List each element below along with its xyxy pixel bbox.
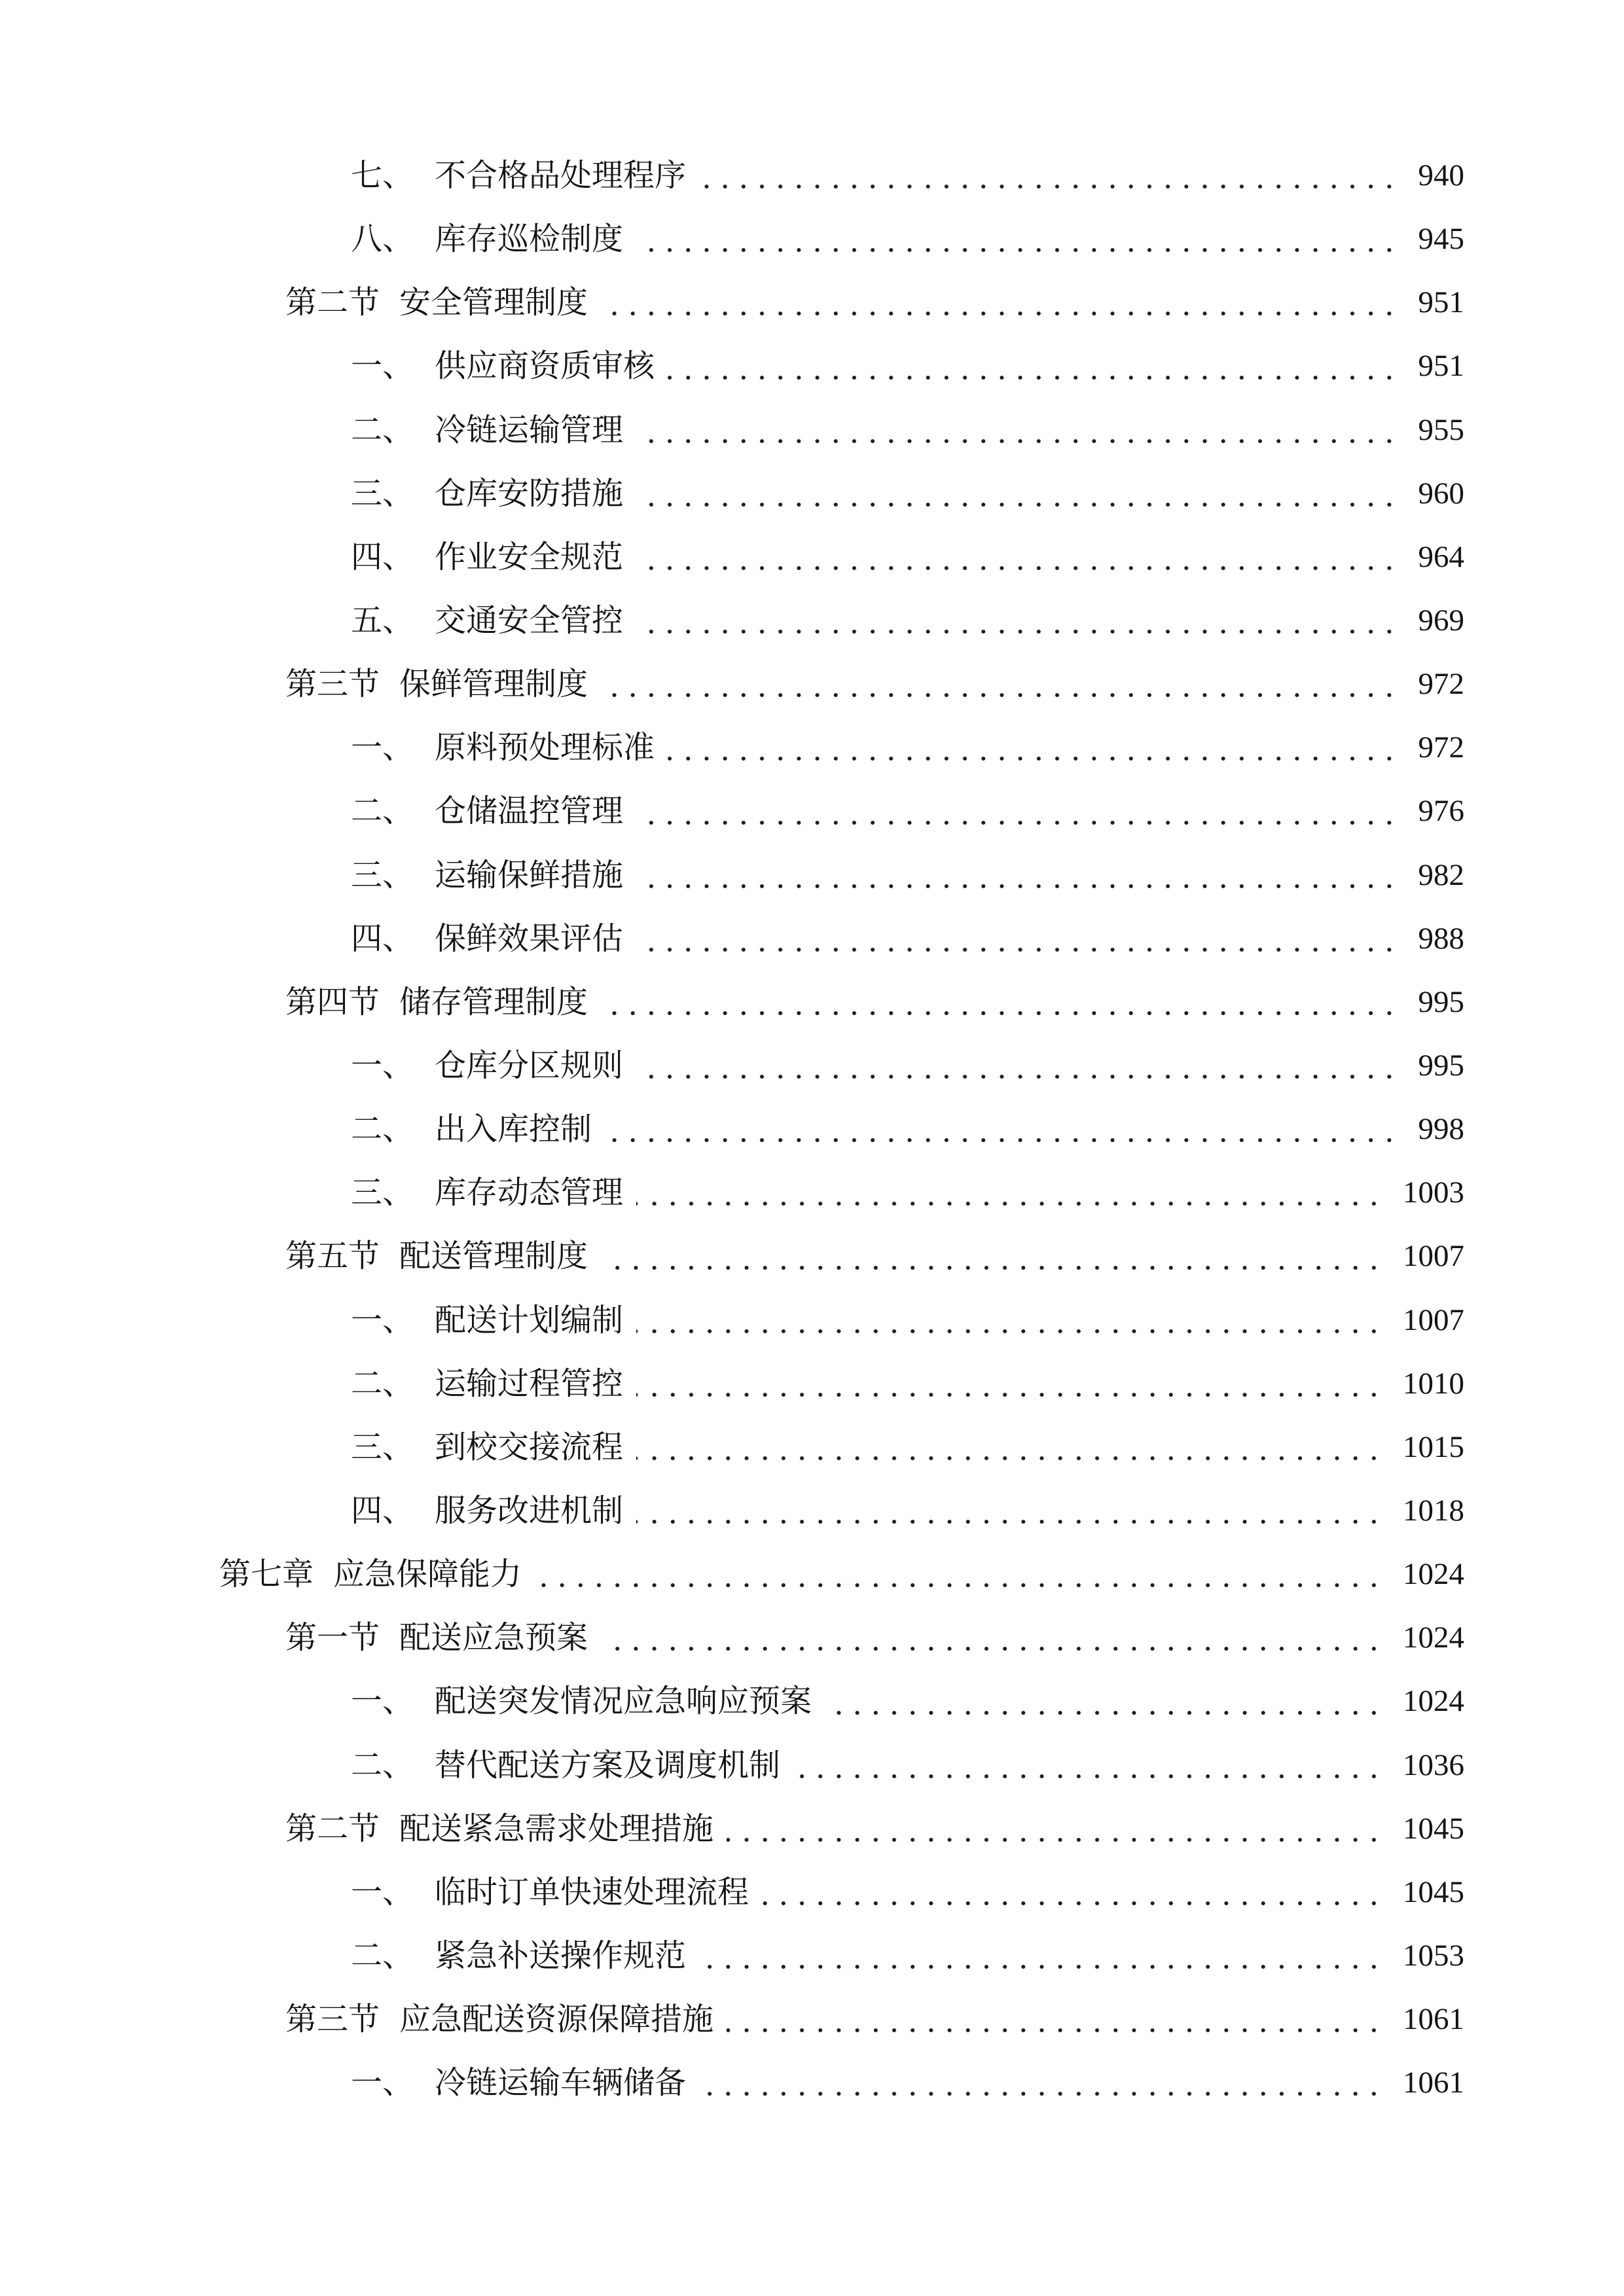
- entry-number: 三、: [351, 475, 414, 512]
- toc-item-entry: [0, 907, 1464, 971]
- section-number: 第五节: [285, 1238, 380, 1275]
- page-number: 976: [1418, 794, 1464, 829]
- page-number: 1061: [1403, 2002, 1464, 2037]
- dot-leader: [762, 1861, 1383, 1924]
- section-title: 配送应急预案: [399, 1619, 588, 1657]
- toc-item-entry: [0, 1924, 1464, 1988]
- dot-leader: [668, 334, 1398, 398]
- toc-section-entry: [0, 271, 1464, 334]
- page-number: 1045: [1403, 1874, 1464, 1909]
- toc-section-entry: [0, 1988, 1464, 2051]
- page-number: 1061: [1403, 2066, 1464, 2100]
- chapter-title: 应急保障能力: [333, 1556, 522, 1593]
- chapter-number: 第七章: [219, 1556, 314, 1593]
- entry-number: 二、: [351, 411, 414, 448]
- page-number: 1036: [1403, 1748, 1464, 1782]
- toc-section-entry: [0, 1225, 1464, 1288]
- entry-number: 一、: [351, 2064, 414, 2102]
- toc-item-entry: [0, 399, 1464, 462]
- section-title: 安全管理制度: [399, 284, 588, 321]
- page-number: 951: [1418, 285, 1464, 320]
- toc-item-entry: [0, 334, 1464, 398]
- entry-title: 交通安全管控: [435, 601, 624, 639]
- dot-leader: [636, 1161, 1383, 1225]
- entry-title: 仓库分区规则: [435, 1047, 624, 1084]
- dot-leader: [636, 780, 1398, 843]
- section-title: 应急配送资源保障措施: [399, 2001, 714, 2038]
- entry-title: 服务改进机制: [435, 1492, 624, 1529]
- dot-leader: [699, 1924, 1383, 1988]
- entry-number: 四、: [351, 538, 414, 575]
- page-number: 969: [1418, 603, 1464, 637]
- toc-item-entry: [0, 1416, 1464, 1479]
- section-number: 第三节: [285, 2001, 380, 2038]
- toc-item-entry: [0, 1479, 1464, 1543]
- entry-title: 配送突发情况应急响应预案: [435, 1683, 812, 1720]
- toc-item-entry: [0, 1670, 1464, 1733]
- page-number: 960: [1418, 476, 1464, 511]
- toc-item-entry: [0, 844, 1464, 907]
- entry-number: 一、: [351, 1301, 414, 1338]
- toc-chapter-entry: [0, 1543, 1464, 1606]
- entry-title: 保鲜效果评估: [435, 920, 624, 957]
- toc-item-entry: [0, 589, 1464, 653]
- dot-leader: [605, 1098, 1398, 1161]
- dot-leader: [636, 907, 1398, 971]
- dot-leader: [601, 271, 1398, 334]
- toc-item-entry: [0, 2051, 1464, 2115]
- entry-number: 二、: [351, 1746, 414, 1784]
- toc-item-entry: [0, 780, 1464, 843]
- toc-item-entry: [0, 1352, 1464, 1416]
- dot-leader: [636, 462, 1398, 526]
- entry-title: 不合格品处理程序: [435, 157, 687, 194]
- entry-number: 一、: [351, 1873, 414, 1910]
- dot-leader: [699, 2051, 1383, 2115]
- entry-title: 运输过程管控: [435, 1365, 624, 1402]
- entry-title: 到校交接流程: [435, 1428, 624, 1465]
- dot-leader: [601, 1606, 1383, 1670]
- dot-leader: [668, 716, 1398, 780]
- dot-leader: [699, 144, 1398, 207]
- page-number: 1024: [1403, 1621, 1464, 1655]
- dot-leader: [636, 526, 1398, 589]
- entry-number: 八、: [351, 221, 414, 258]
- entry-title: 仓储温控管理: [435, 793, 624, 830]
- entry-title: 紧急补送操作规范: [435, 1937, 687, 1974]
- entry-title: 替代配送方案及调度机制: [435, 1746, 781, 1784]
- dot-leader: [636, 1416, 1383, 1479]
- page-number: 1024: [1403, 1684, 1464, 1719]
- dot-leader: [636, 1289, 1383, 1352]
- page-number: 995: [1418, 1048, 1464, 1083]
- entry-number: 四、: [351, 920, 414, 957]
- dot-leader: [601, 1225, 1383, 1288]
- toc-item-entry: [0, 1161, 1464, 1225]
- entry-title: 冷链运输车辆储备: [435, 2064, 687, 2102]
- entry-number: 二、: [351, 793, 414, 830]
- page-number: 995: [1418, 984, 1464, 1019]
- section-number: 第三节: [285, 666, 380, 703]
- dot-leader: [793, 1734, 1383, 1797]
- dot-leader: [636, 1034, 1398, 1098]
- dot-leader: [636, 207, 1398, 271]
- toc-item-entry: [0, 1034, 1464, 1098]
- toc-item-entry: [0, 1861, 1464, 1924]
- entry-number: 三、: [351, 856, 414, 893]
- page-number: 1045: [1403, 1811, 1464, 1846]
- toc-item-entry: [0, 1289, 1464, 1352]
- page-number: 940: [1418, 158, 1464, 192]
- page-number: 1018: [1403, 1493, 1464, 1528]
- entry-number: 三、: [351, 1428, 414, 1465]
- page-number: 955: [1418, 412, 1464, 447]
- page-number: 1007: [1403, 1302, 1464, 1337]
- page-number: 972: [1418, 730, 1464, 765]
- toc-section-entry: [0, 1606, 1464, 1670]
- section-number: 第二节: [285, 284, 380, 321]
- toc-item-entry: [0, 462, 1464, 526]
- entry-number: 四、: [351, 1492, 414, 1529]
- entry-title: 冷链运输管理: [435, 411, 624, 448]
- entry-number: 五、: [351, 601, 414, 639]
- dot-leader: [601, 653, 1398, 716]
- section-title: 配送紧急需求处理措施: [399, 1810, 714, 1847]
- section-number: 第四节: [285, 983, 380, 1020]
- entry-title: 仓库安防措施: [435, 475, 624, 512]
- page-number: 972: [1418, 667, 1464, 702]
- dot-leader: [601, 971, 1398, 1034]
- entry-number: 二、: [351, 1937, 414, 1974]
- entry-title: 作业安全规范: [435, 538, 624, 575]
- entry-number: 一、: [351, 348, 414, 385]
- dot-leader: [636, 399, 1398, 462]
- entry-title: 运输保鲜措施: [435, 856, 624, 893]
- page-number: 982: [1418, 857, 1464, 892]
- toc-item-entry: [0, 716, 1464, 780]
- entry-number: 七、: [351, 157, 414, 194]
- entry-title: 库存动态管理: [435, 1174, 624, 1211]
- page-number: 988: [1418, 921, 1464, 956]
- dot-leader: [825, 1670, 1383, 1733]
- page-number: 998: [1418, 1112, 1464, 1147]
- entry-number: 三、: [351, 1174, 414, 1211]
- dot-leader: [535, 1543, 1383, 1606]
- toc-item-entry: [0, 144, 1464, 207]
- entry-title: 出入库控制: [435, 1111, 592, 1148]
- page-number: 1053: [1403, 1938, 1464, 1973]
- toc-section-entry: [0, 971, 1464, 1034]
- page-number: 1010: [1403, 1366, 1464, 1401]
- entry-title: 供应商资质审核: [435, 348, 655, 385]
- page-number: 1007: [1403, 1239, 1464, 1274]
- section-title: 保鲜管理制度: [399, 666, 588, 703]
- entry-number: 一、: [351, 1047, 414, 1084]
- entry-title: 配送计划编制: [435, 1301, 624, 1338]
- page-number: 1024: [1403, 1557, 1464, 1592]
- entry-title: 原料预处理标准: [435, 729, 655, 766]
- page-number: 945: [1418, 222, 1464, 257]
- entry-number: 二、: [351, 1111, 414, 1148]
- dot-leader: [636, 1352, 1383, 1416]
- entry-number: 二、: [351, 1365, 414, 1402]
- section-number: 第一节: [285, 1619, 380, 1657]
- page-number: 951: [1418, 349, 1464, 384]
- page-number: 964: [1418, 539, 1464, 574]
- page-number: 1003: [1403, 1175, 1464, 1210]
- dot-leader: [727, 1797, 1383, 1861]
- toc-section-entry: [0, 1797, 1464, 1861]
- section-title: 配送管理制度: [399, 1238, 588, 1275]
- dot-leader: [636, 589, 1398, 653]
- section-number: 第二节: [285, 1810, 380, 1847]
- entry-title: 库存巡检制度: [435, 221, 624, 258]
- toc-item-entry: [0, 1734, 1464, 1797]
- toc-item-entry: [0, 526, 1464, 589]
- toc-section-entry: [0, 653, 1464, 716]
- entry-number: 一、: [351, 729, 414, 766]
- dot-leader: [636, 844, 1398, 907]
- entry-number: 一、: [351, 1683, 414, 1720]
- dot-leader: [727, 1988, 1383, 2051]
- section-title: 储存管理制度: [399, 983, 588, 1020]
- dot-leader: [636, 1479, 1383, 1543]
- toc-item-entry: [0, 1098, 1464, 1161]
- toc-item-entry: [0, 207, 1464, 271]
- page-number: 1015: [1403, 1429, 1464, 1464]
- entry-title: 临时订单快速处理流程: [435, 1873, 749, 1910]
